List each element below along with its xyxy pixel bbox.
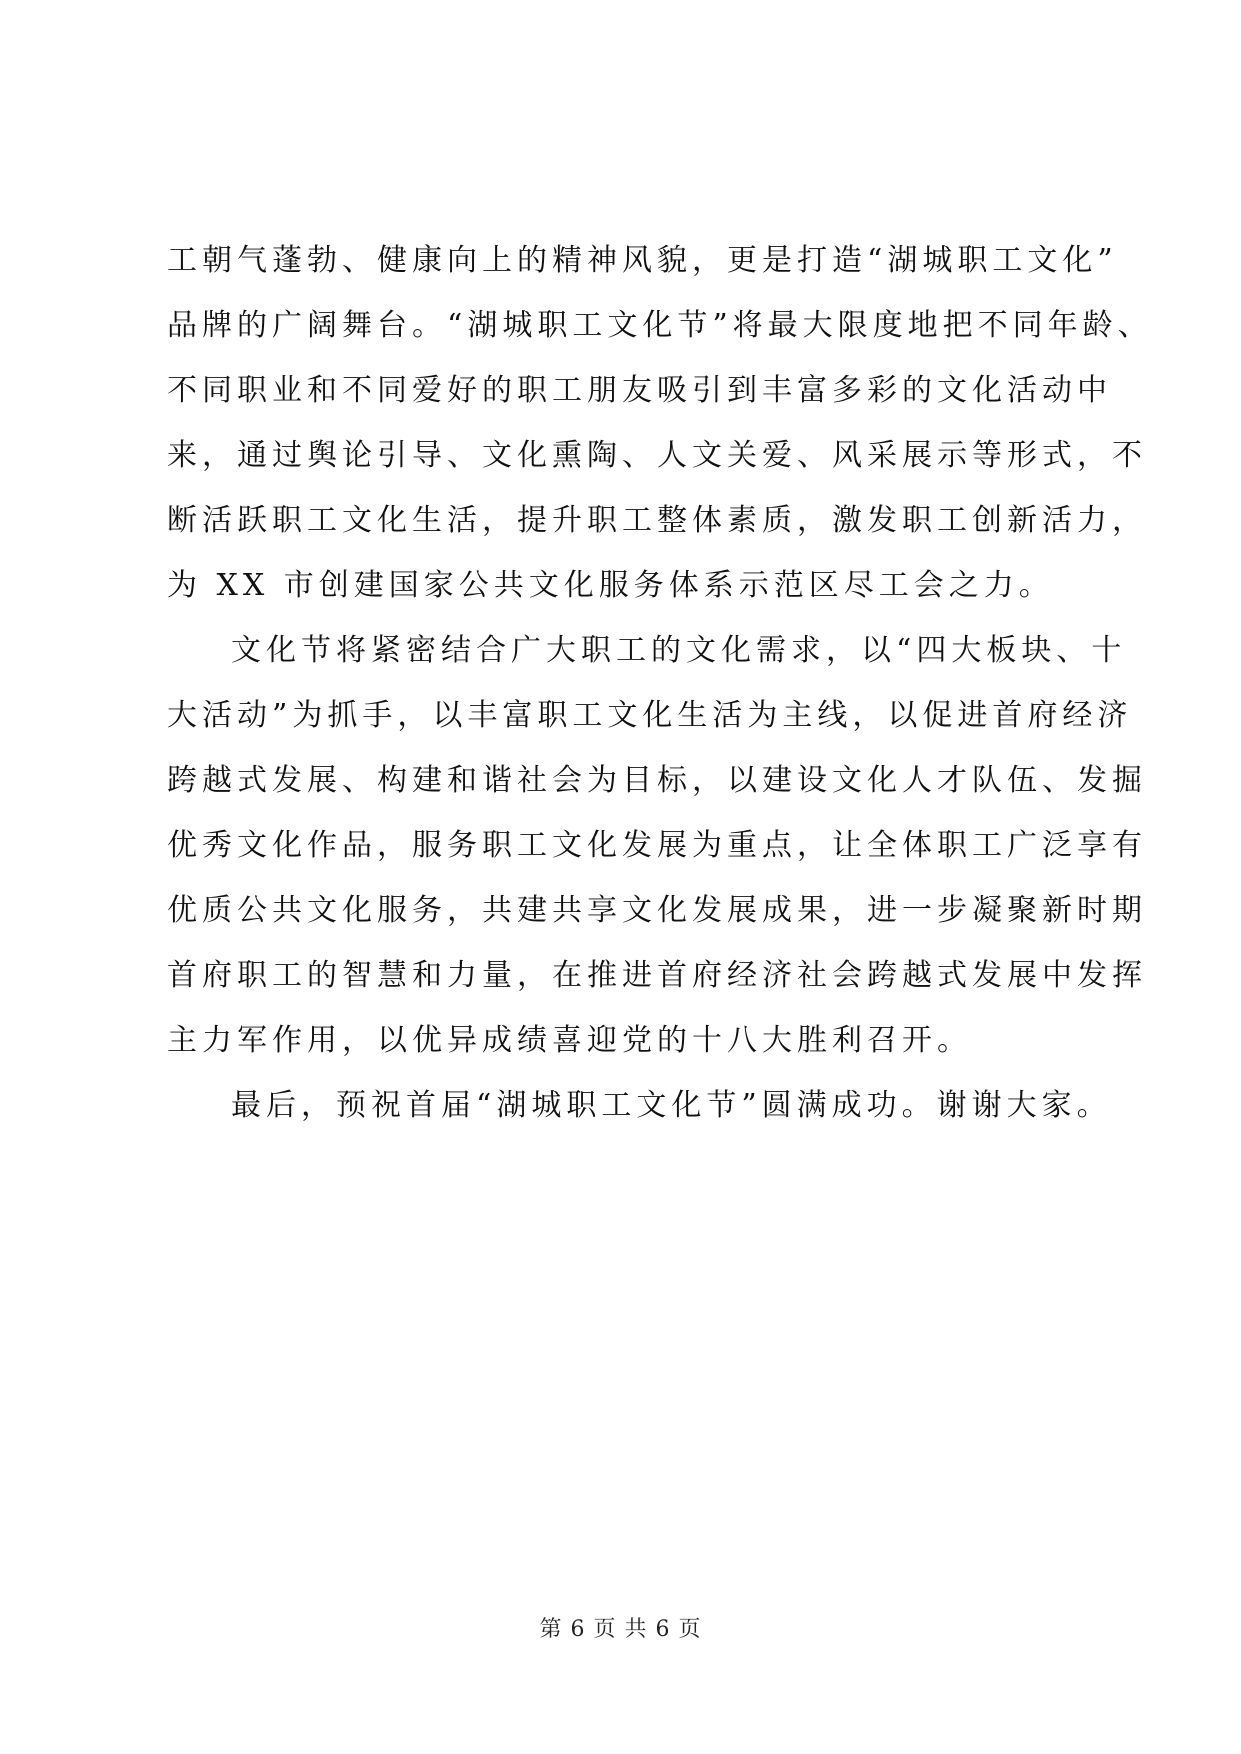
- text-line: 首府职工的智慧和力量，在推进首府经济社会跨越式发展中发挥: [167, 958, 1147, 993]
- paragraph-closing: [167, 1073, 1112, 1138]
- text-line: 优质公共文化服务，共建共享文化发展成果，进一步凝聚新时期: [167, 893, 1147, 928]
- text-line: 优秀文化作品，服务职工文化发展为重点，让全体职工广泛享有: [167, 828, 1147, 863]
- paragraph-culture-festival: [167, 618, 1147, 1073]
- text-line: 最后，预祝首届“湖城职工文化节”圆满成功。谢谢大家。: [231, 1088, 1112, 1123]
- text-line: 断活跃职工文化生活，提升职工整体素质，激发职工创新活力，: [167, 503, 1147, 538]
- text-line: 品牌的广阔舞台。“湖城职工文化节”将最大限度地把不同年龄、: [167, 308, 1153, 343]
- text-line: 为 XX 市创建国家公共文化服务体系示范区尽工会之力。: [167, 568, 1054, 603]
- text-line: 跨越式发展、构建和谐社会为目标，以建设文化人才队伍、发掘: [167, 763, 1147, 798]
- text-line: 不同职业和不同爱好的职工朋友吸引到丰富多彩的文化活动中: [167, 373, 1112, 408]
- page-number-footer: 第 6 页 共 6 页: [539, 1617, 702, 1642]
- text-line: 大活动”为抓手，以丰富职工文化生活为主线，以促进首府经济: [167, 698, 1133, 733]
- text-line: 主力军作用，以优异成绩喜迎党的十八大胜利召开。: [167, 1023, 972, 1058]
- document-body: [167, 228, 1153, 1138]
- text-line: 来，通过舆论引导、文化熏陶、人文关爱、风采展示等形式，不: [167, 438, 1147, 473]
- paragraph-continuation: [167, 228, 1153, 618]
- text-line: 工朝气蓬勃、健康向上的精神风貌，更是打造“湖城职工文化”: [167, 243, 1118, 278]
- text-line: 文化节将紧密结合广大职工的文化需求，以“四大板块、十: [231, 633, 1127, 668]
